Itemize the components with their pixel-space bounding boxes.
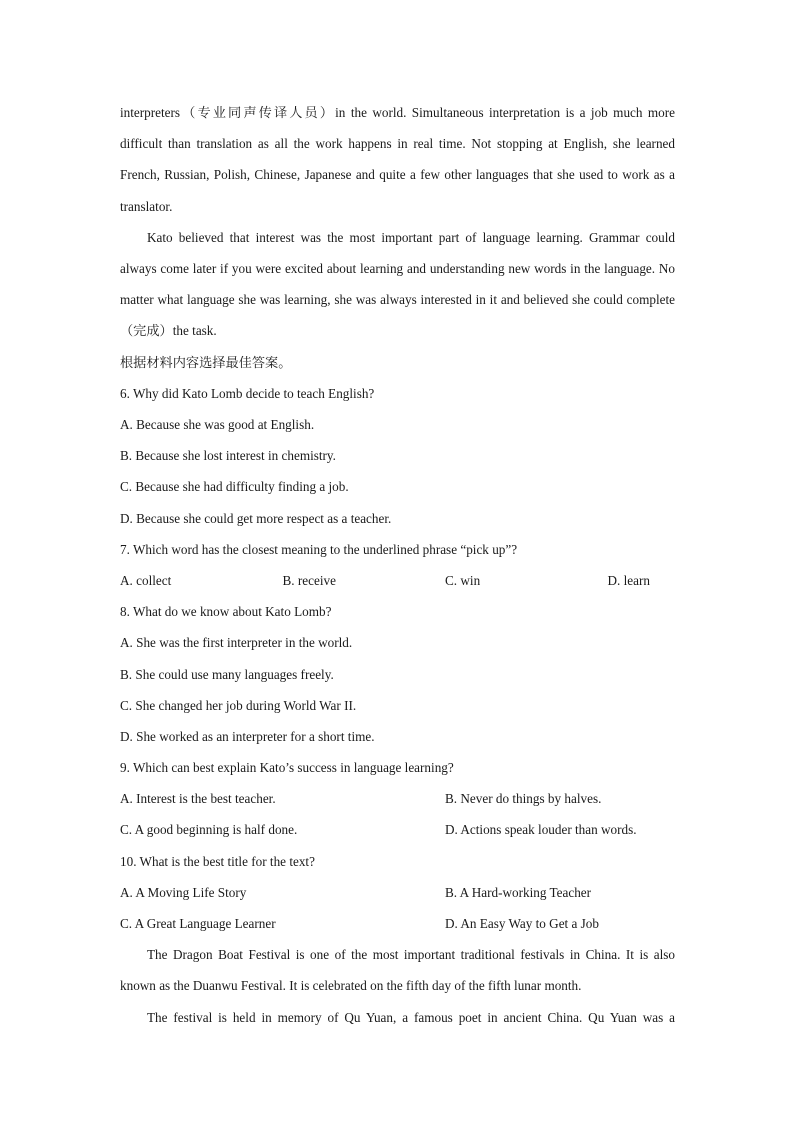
passage2-paragraph-1: The Dragon Boat Festival is one of the most important traditional festivals in China. It is also known as the Duanwu Festival. It is celebrated on the fifth day of the fifth lunar month. bbox=[120, 947, 675, 994]
question-10-options-row-1 bbox=[120, 877, 675, 908]
question-7-option-c: C. win bbox=[445, 572, 481, 588]
question-9-option-c: C. A good beginning is half done. bbox=[120, 822, 298, 838]
passage2-paragraph-2: The festival is held in memory of Qu Yuan, a famous poet in ancient China. Qu Yuan was a bbox=[147, 1009, 675, 1025]
question-7-options bbox=[120, 565, 675, 596]
question-6-option-c: C. Because she had difficulty finding a job. bbox=[120, 479, 349, 495]
question-9-options-row-2 bbox=[120, 814, 675, 845]
question-8-option-b: B. She could use many languages freely. bbox=[120, 666, 334, 682]
question-10-options-row-2 bbox=[120, 908, 675, 939]
question-10-option-d: D. An Easy Way to Get a Job bbox=[445, 916, 599, 931]
question-7-option-b: B. receive bbox=[282, 572, 336, 588]
question-10-option-c: C. A Great Language Learner bbox=[120, 916, 276, 931]
question-9-options-row-1 bbox=[120, 783, 675, 814]
question-9-stem: 9. Which can best explain Kato’s success in language learning? bbox=[120, 760, 454, 776]
question-8-option-a: A. She was the first interpreter in the world. bbox=[120, 635, 353, 651]
question-6-option-b: B. Because she lost interest in chemistry. bbox=[120, 448, 336, 464]
question-6-option-a: A. Because she was good at English. bbox=[120, 417, 315, 432]
question-7-stem: 7. Which word has the closest meaning to the underlined phrase “pick up”? bbox=[120, 541, 518, 557]
question-8-option-c: C. She changed her job during World War II. bbox=[120, 697, 357, 713]
question-10-option-a: A. A Moving Life Story bbox=[120, 884, 247, 900]
instruction: 根据材料内容选择最佳答案。 bbox=[120, 354, 292, 370]
question-7-option-d: D. learn bbox=[607, 572, 650, 588]
question-9-option-b: B. Never do things by halves. bbox=[445, 791, 602, 807]
passage1-paragraph-1: interpreters（专业同声传译人员）in the world. Simultaneous interpretation is a job much more difficult than translation as all the work happens in real time. Not stopping at English, she learned French, Russian, Polish, Chinese, Japanese and quite a few other languages that she used to work as a translator. bbox=[120, 105, 675, 214]
question-8-stem: 8. What do we know about Kato Lomb? bbox=[120, 604, 332, 620]
question-6-stem: 6. Why did Kato Lomb decide to teach English? bbox=[120, 385, 375, 401]
question-9-option-d: D. Actions speak louder than words. bbox=[445, 822, 637, 838]
question-10-stem: 10. What is the best title for the text? bbox=[120, 853, 315, 869]
passage1-paragraph-2: Kato believed that interest was the most important part of language learning. Grammar could always come later if you were excited about learning and understanding new words in the language. No matter what language she was learning, she was always interested in it and believed she could complete（完成）the task. bbox=[120, 229, 675, 339]
document-page bbox=[120, 97, 675, 1033]
question-10-option-b: B. A Hard-working Teacher bbox=[445, 884, 592, 900]
question-8-option-d: D. She worked as an interpreter for a short time. bbox=[120, 728, 375, 744]
question-6-option-d: D. Because she could get more respect as a teacher. bbox=[120, 510, 392, 526]
question-7-option-a: A. collect bbox=[120, 572, 172, 588]
question-9-option-a: A. Interest is the best teacher. bbox=[120, 791, 276, 807]
